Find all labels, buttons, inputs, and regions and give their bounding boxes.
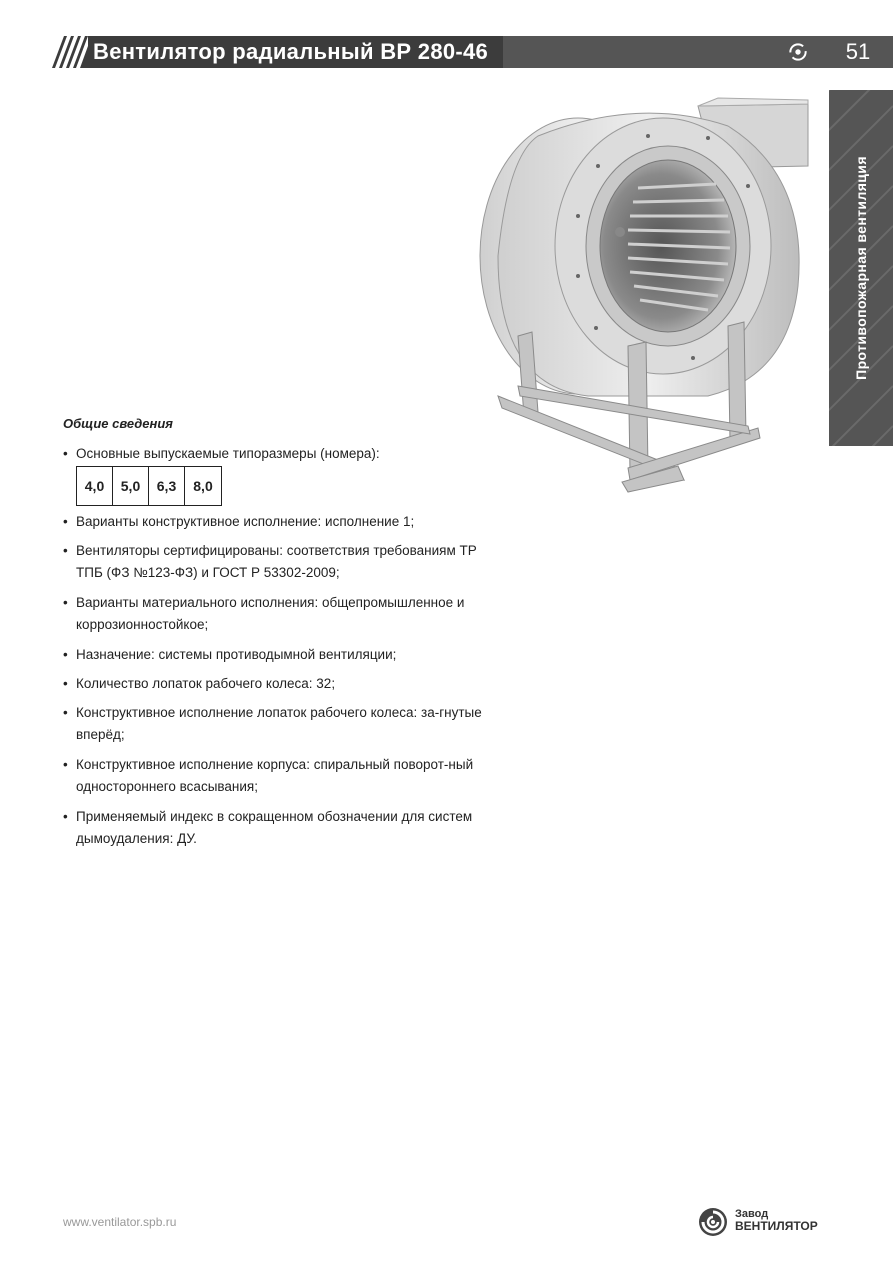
bullet-icon: • xyxy=(63,757,68,772)
list-item-text: Конструктивное исполнение лопаток рабочего колеса: за-гнутые вперёд; xyxy=(76,705,482,742)
section-side-tab xyxy=(829,90,893,446)
company-logo-icon xyxy=(697,1206,729,1238)
company-name xyxy=(735,1208,818,1232)
list-item-text: Применяемый индекс в сокращенном обозначении для систем дымоудаления: ДУ. xyxy=(76,809,473,846)
bullet-icon: • xyxy=(63,676,68,691)
size-cell: 5,0 xyxy=(113,467,149,505)
list-item-text: Назначение: системы противодымной вентиляции; xyxy=(76,647,397,662)
sizes-table xyxy=(76,466,222,506)
brand-swirl-icon xyxy=(789,43,807,61)
footer-website-link[interactable]: www.ventilator.spb.ru xyxy=(63,1215,177,1229)
bullet-icon: • xyxy=(63,514,68,529)
list-item-text: Основные выпускаемые типоразмеры (номера): xyxy=(76,446,380,461)
header-stripes-decoration xyxy=(48,36,88,68)
page-title: Вентилятор радиальный ВР 280-46 xyxy=(93,39,489,64)
list-item-text: Количество лопаток рабочего колеса: 32; xyxy=(76,676,336,691)
list-item-text: Варианты конструктивное исполнение: исполнение 1; xyxy=(76,514,415,529)
bullet-icon: • xyxy=(63,809,68,824)
list-item-text: Конструктивное исполнение корпуса: спиральный поворот-ный одностороннего всасывания; xyxy=(76,757,474,794)
size-cell: 6,3 xyxy=(149,467,185,505)
bullet-icon: • xyxy=(63,705,68,720)
bullet-icon: • xyxy=(63,543,68,558)
list-item-text: Вентиляторы сертифицированы: соответствия требованиям ТР ТПБ (ФЗ №123-ФЗ) и ГОСТ Р 53302-2009; xyxy=(76,543,477,580)
bullet-icon: • xyxy=(63,446,68,461)
list-item-text: Варианты материального исполнения: общепромышленное и коррозионностойкое; xyxy=(76,595,465,632)
section-heading: Общие сведения xyxy=(63,416,173,431)
size-cell: 8,0 xyxy=(193,478,213,494)
page-number: 51 xyxy=(845,39,871,64)
company-name-line2: ВЕНТИЛЯТОР xyxy=(735,1219,818,1233)
fan-product-image xyxy=(478,96,814,496)
company-name-line1: Завод xyxy=(735,1208,769,1220)
size-cell: 4,0 xyxy=(77,467,113,505)
page-header xyxy=(0,36,893,68)
side-tab-label: Противопожарная вентиляция xyxy=(853,156,869,380)
bullet-icon: • xyxy=(63,647,68,662)
bullet-icon: • xyxy=(63,595,68,610)
